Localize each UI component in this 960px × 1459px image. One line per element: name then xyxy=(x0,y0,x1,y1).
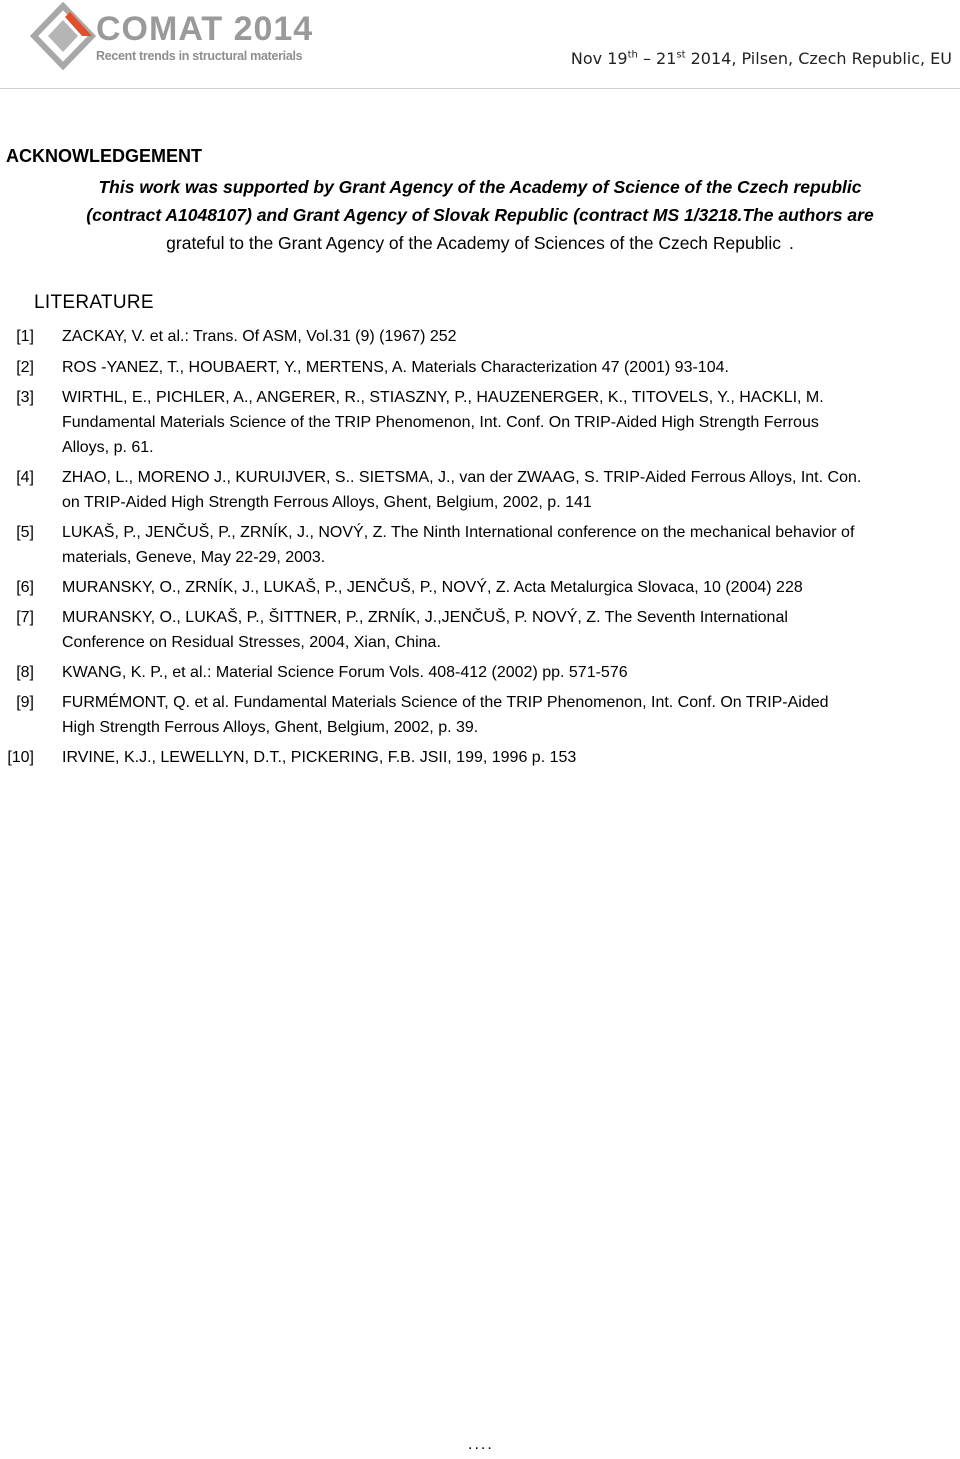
reference-text: WIRTHL, E., PICHLER, A., ANGERER, R., STIASZNY, P., HAUZENERGER, K., TITOVELS, Y., HACKLI, M. Fundamental Materials Science of the TRIP Phenomenon, Int. Conf. On TRIP-Aided High Strength Ferrous Alloys, p. 61. xyxy=(62,389,824,456)
reference-number: [3] xyxy=(16,389,34,406)
reference-number: [8] xyxy=(16,664,34,681)
reference-number: [6] xyxy=(16,579,34,596)
ack-line-2: (contract A1048107) and Grant Agency of Slovak Republic (contract MS 1/3218.The authors are xyxy=(86,205,874,225)
ack-line-3: grateful to the Grant Agency of the Academy of Sciences of the Czech Republic . xyxy=(166,233,794,253)
reference-number: [7] xyxy=(16,609,34,626)
reference-text: FURMÉMONT, Q. et al. Fundamental Materials Science of the TRIP Phenomenon, Int. Conf. On TRIP-Aided High Strength Ferrous Alloys, Ghent, Belgium, 2002, p. 39. xyxy=(62,694,829,736)
acknowledgement-heading: ACKNOWLEDGEMENT xyxy=(6,146,202,166)
literature-heading: LITERATURE xyxy=(34,292,154,313)
reference-number: [10] xyxy=(7,749,34,766)
header-divider xyxy=(0,88,960,89)
page-footer-dots: .... xyxy=(468,1436,494,1453)
conference-date: Nov 19th – 21st 2014, Pilsen, Czech Republic, EU xyxy=(570,49,952,68)
reference-number: [9] xyxy=(16,694,34,711)
reference-number: [1] xyxy=(16,328,34,345)
reference-text: ROS -YANEZ, T., HOUBAERT, Y., MERTENS, A. Materials Characterization 47 (2001) 93-104. xyxy=(62,359,729,376)
reference-text: IRVINE, K.J., LEWELLYN, D.T., PICKERING, F.B. JSII, 199, 1996 p. 153 xyxy=(62,749,577,766)
reference-text: MURANSKY, O., ZRNÍK, J., LUKAŠ, P., JENČUŠ, P., NOVÝ, Z. Acta Metalurgica Slovaca, 10 (2004) 228 xyxy=(62,579,803,596)
acknowledgement-text xyxy=(30,173,930,257)
ack-line-1: This work was supported by Grant Agency of the Academy of Science of the Czech republic xyxy=(98,177,862,197)
page-header xyxy=(0,0,960,100)
reference-text: ZHAO, L., MORENO J., KURUIJVER, S.. SIETSMA, J., van der ZWAAG, S. TRIP-Aided Ferrous Alloys, Int. Con. on TRIP-Aided High Strength Ferrous Alloys, Ghent, Belgium, 2002, p. 141 xyxy=(62,469,862,511)
reference-text: LUKAŠ, P., JENČUŠ, P., ZRNÍK, J., NOVÝ, Z. The Ninth International conference on the mechanical behavior of materials, Geneve, May 22-29, 2003. xyxy=(62,524,855,566)
reference-number: [5] xyxy=(16,524,34,541)
reference-text: KWANG, K. P., et al.: Material Science Forum Vols. 408-412 (2002) pp. 571-576 xyxy=(62,664,628,681)
logo-title: COMAT 2014 xyxy=(96,10,314,48)
reference-text: MURANSKY, O., LUKAŠ, P., ŠITTNER, P., ZRNÍK, J.,JENČUŠ, P. NOVÝ, Z. The Seventh International Conference on Residual Stresses, 2004, Xian, China. xyxy=(62,609,788,651)
reference-number: [2] xyxy=(16,359,34,376)
diamond-logo-icon xyxy=(30,2,96,74)
comat-logo xyxy=(30,2,330,74)
logo-subtitle: Recent trends in structural materials xyxy=(96,49,303,63)
reference-text: ZACKAY, V. et al.: Trans. Of ASM, Vol.31 (9) (1967) 252 xyxy=(62,328,457,345)
reference-number: [4] xyxy=(16,469,34,486)
